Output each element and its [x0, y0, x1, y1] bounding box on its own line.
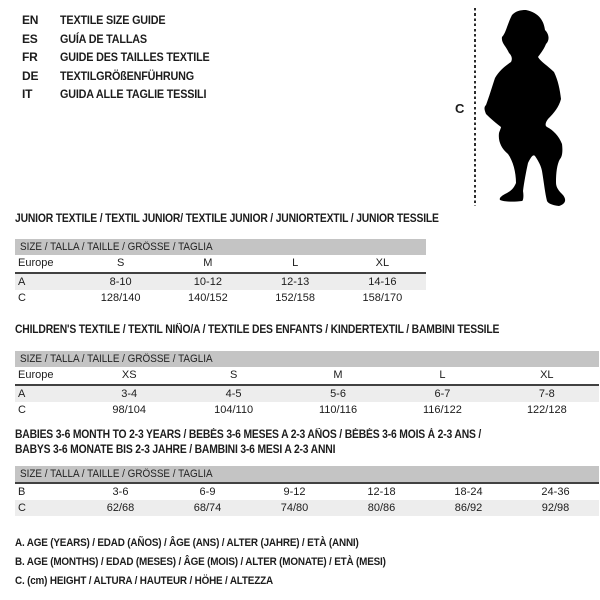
junior-table-title: JUNIOR TEXTILE / TEXTIL JUNIOR/ TEXTILE JUNIOR / JUNIORTEXTIL / JUNIOR TESSILE	[15, 213, 439, 225]
table-row-height	[15, 402, 599, 418]
size-cell: L	[439, 369, 446, 381]
height-cell: 122/128	[526, 404, 567, 416]
language-code: FR	[22, 50, 38, 64]
language-code: ES	[22, 31, 38, 46]
legend-line-c: C. (cm) HEIGHT / ALTURA / HAUTEUR / HÖHE / ALTEZZA	[15, 575, 273, 587]
table-row-months	[15, 484, 599, 500]
language-code: IT	[22, 87, 33, 101]
age-cell: 7-8	[538, 388, 555, 400]
language-label: TEXTILGRÖßENFÜHRUNG	[60, 68, 194, 83]
age-cell: 6-7	[434, 388, 451, 400]
row-label: Europe	[18, 369, 54, 381]
size-header-bar	[15, 239, 426, 255]
row-label: C	[18, 502, 26, 514]
language-row-de	[22, 67, 226, 86]
row-label: Europe	[18, 257, 54, 269]
table-row-height	[15, 500, 599, 516]
height-cell: 104/110	[214, 404, 254, 416]
months-cell: 24-36	[541, 486, 570, 498]
size-header-label: SIZE / TALLA / TAILLE / GRÖSSE / TAGLIA	[20, 241, 213, 253]
legend-line-b: B. AGE (MONTHS) / EDAD (MESES) / ÂGE (MOIS) / ALTER (MONATE) / ETÀ (MESI)	[15, 556, 386, 568]
legend-line-a: A. AGE (YEARS) / EDAD (AÑOS) / ÂGE (ANS) / ALTER (JAHRE) / ETÀ (ANNI)	[15, 537, 359, 549]
language-code: DE	[22, 68, 39, 83]
babies-table-title-line1: BABIES 3-6 MONTH TO 2-3 YEARS / BEBÉS 3-6 MESES A 2-3 AÑOS / BÉBÉS 3-6 MOIS À 2-3 ANS /	[15, 429, 482, 441]
size-header-bar	[15, 466, 599, 484]
height-cell: 98/104	[112, 404, 147, 416]
height-cell: 110/116	[318, 404, 358, 416]
size-cell: M	[333, 369, 343, 381]
height-cell: 86/92	[454, 502, 483, 514]
table-row-age	[15, 386, 599, 402]
language-label: GUIDE DES TAILLES TEXTILE	[60, 50, 210, 64]
size-header-label: SIZE / TALLA / TAILLE / GRÖSSE / TAGLIA	[20, 353, 213, 365]
size-cell: XS	[121, 369, 137, 381]
language-label: TEXTILE SIZE GUIDE	[60, 13, 166, 27]
height-cell: 62/68	[106, 502, 135, 514]
row-label: C	[18, 404, 26, 416]
row-label: A	[18, 276, 26, 288]
height-measure-label: C	[455, 101, 465, 116]
toddler-silhouette-icon	[440, 0, 600, 220]
months-cell: 9-12	[283, 486, 306, 498]
height-cell: 92/98	[541, 502, 570, 514]
months-cell: 3-6	[112, 486, 129, 498]
babies-table	[15, 428, 599, 516]
months-cell: 18-24	[454, 486, 483, 498]
age-cell: 4-5	[225, 388, 242, 400]
age-cell: 12-13	[281, 276, 310, 288]
table-row-europe	[15, 367, 599, 386]
table-row-europe	[15, 255, 426, 274]
language-label: GUIDA ALLE TAGLIE TESSILI	[60, 87, 207, 101]
height-cell: 68/74	[193, 502, 222, 514]
age-cell: 3-4	[121, 388, 138, 400]
language-code: EN	[22, 13, 39, 27]
language-row-it	[22, 85, 226, 104]
age-cell: 14-16	[368, 276, 397, 288]
size-cell: S	[116, 257, 125, 269]
size-cell: XL	[375, 257, 390, 269]
height-cell: 116/122	[422, 404, 462, 416]
months-cell: 6-9	[199, 486, 216, 498]
height-cell: 152/158	[275, 292, 315, 304]
language-row-es	[22, 30, 226, 49]
size-header-bar	[15, 351, 599, 367]
language-list	[22, 11, 226, 104]
months-cell: 12-18	[367, 486, 396, 498]
size-cell: S	[229, 369, 238, 381]
height-cell: 158/170	[362, 292, 403, 304]
height-cell: 128/140	[100, 292, 141, 304]
children-table-title: CHILDREN'S TEXTILE / TEXTIL NIÑO/A / TEXTILE DES ENFANTS / KINDERTEXTIL / BAMBINI TESSILE	[15, 324, 500, 336]
age-cell: 5-6	[330, 388, 346, 400]
language-row-en	[22, 11, 226, 30]
height-cell: 74/80	[280, 502, 309, 514]
junior-table	[15, 212, 439, 306]
row-label: A	[18, 388, 26, 400]
children-table	[15, 323, 599, 418]
babies-table-title-line2: BABYS 3-6 MONATE BIS 2-3 JAHRE / BAMBINI 3-6 MESI A 2-3 ANNI	[15, 444, 336, 456]
language-row-fr	[22, 48, 226, 67]
row-label: C	[18, 292, 26, 304]
age-cell: 10-12	[193, 276, 222, 288]
size-header-label: SIZE / TALLA / TAILLE / GRÖSSE / TAGLIA	[20, 468, 213, 480]
size-cell: M	[203, 257, 213, 269]
height-cell: 140/152	[187, 292, 228, 304]
legend	[15, 534, 427, 591]
language-label: GUÍA DE TALLAS	[60, 31, 147, 46]
row-label: B	[18, 486, 26, 498]
table-row-age	[15, 274, 426, 290]
height-cell: 80/86	[367, 502, 396, 514]
table-row-height	[15, 290, 426, 306]
age-cell: 8-10	[109, 276, 132, 288]
size-cell: XL	[540, 369, 554, 381]
size-cell: L	[292, 257, 299, 269]
